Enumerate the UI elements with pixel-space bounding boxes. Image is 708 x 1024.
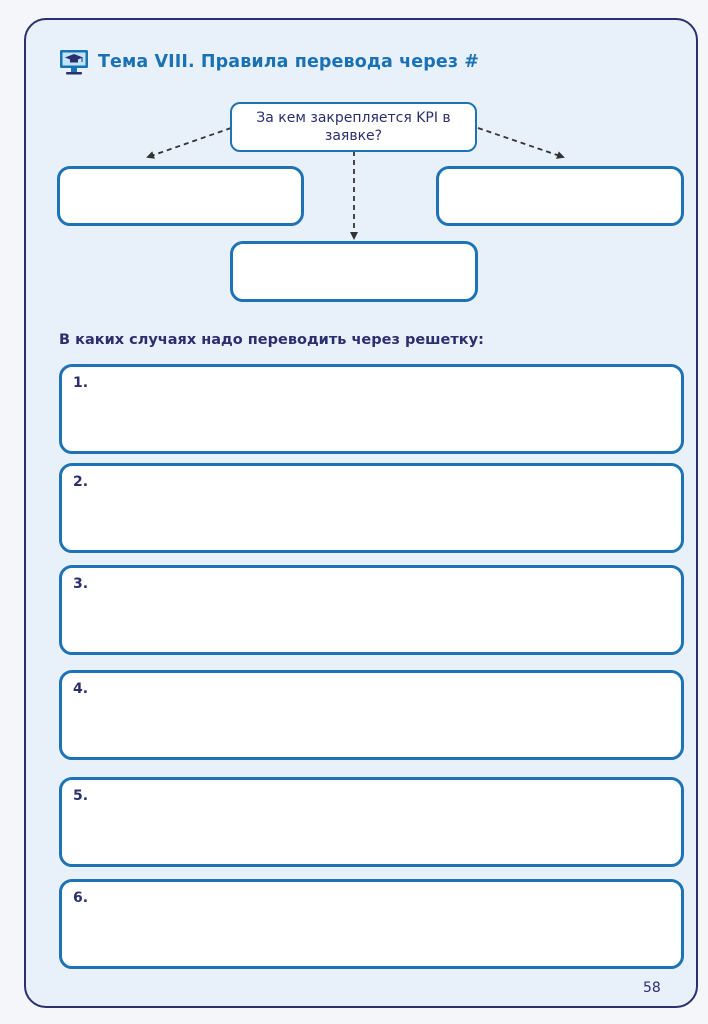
page-number: 58 (643, 980, 661, 996)
answer-field-6[interactable] (59, 879, 684, 969)
answer-field-4[interactable] (59, 670, 684, 760)
item-number: 4. (73, 681, 89, 697)
item-number: 2. (73, 474, 89, 490)
answer-field-5[interactable] (59, 777, 684, 867)
question-text: За кем закрепляется KPI в заявке? (256, 110, 451, 144)
item-number: 1. (73, 375, 89, 391)
answer-box-center[interactable] (230, 241, 478, 302)
section-heading: В каких случаях надо переводить через решетку: (59, 332, 484, 348)
question-box (230, 102, 477, 152)
answer-box-right[interactable] (436, 166, 684, 226)
item-number: 6. (73, 890, 89, 906)
arrow-to-right-box (478, 128, 563, 157)
page-title: Тема VIII. Правила перевода через # (98, 52, 480, 72)
item-number: 5. (73, 788, 89, 804)
answer-field-2[interactable] (59, 463, 684, 553)
answer-box-left[interactable] (57, 166, 304, 226)
item-number: 3. (73, 576, 89, 592)
answer-field-3[interactable] (59, 565, 684, 655)
answer-field-1[interactable] (59, 364, 684, 454)
arrow-to-left-box (148, 128, 231, 157)
